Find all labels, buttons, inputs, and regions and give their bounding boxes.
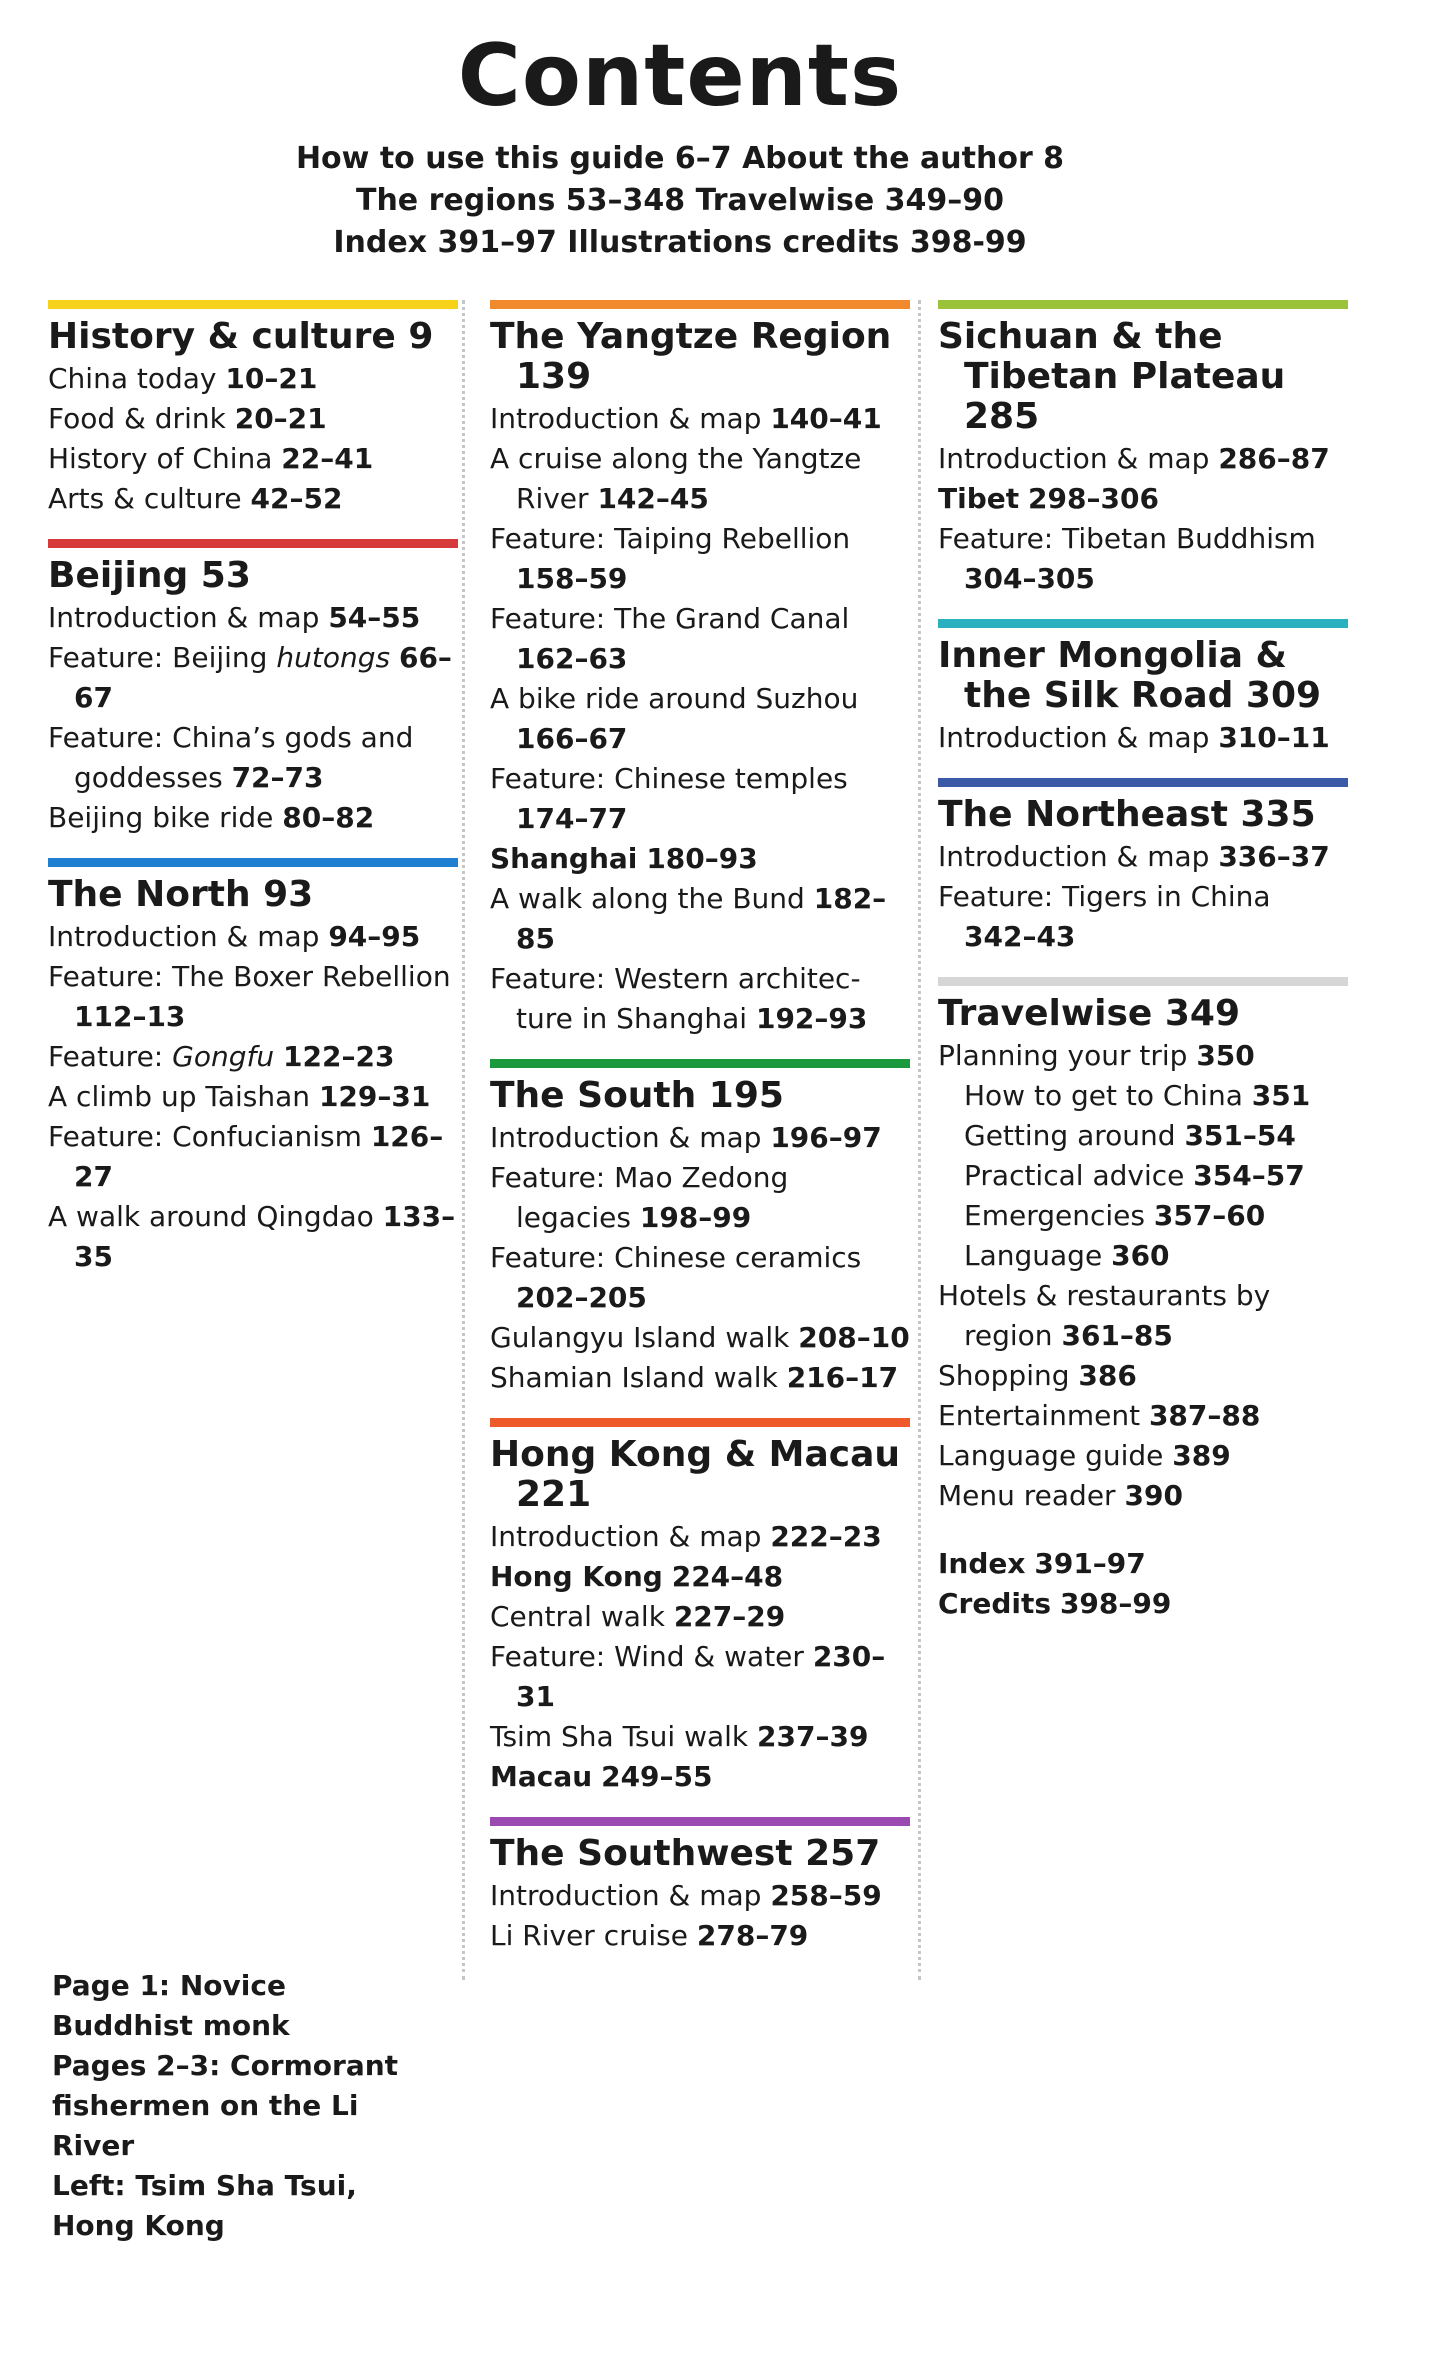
entry-pages: 227–29	[673, 1600, 786, 1633]
entry-pages: 336–37	[1218, 840, 1330, 873]
entry-label: Introduction & map	[490, 1879, 762, 1912]
entry-pages: 224–48	[671, 1560, 784, 1593]
entry-label: A climb up Taishan	[48, 1080, 311, 1113]
top-link: Travelwise 349–90	[695, 183, 1005, 218]
entry-pages: 198–99	[639, 1201, 752, 1234]
toc-entry	[490, 519, 910, 599]
toc-entry	[938, 837, 1348, 877]
section	[490, 1059, 910, 1398]
entry-pages: 216–17	[786, 1361, 899, 1394]
top-links-row	[0, 138, 1360, 180]
entry-label: Planning your trip	[938, 1039, 1188, 1072]
toc-entry	[48, 479, 458, 519]
toc-entry	[48, 1197, 458, 1277]
contents-column-3	[938, 300, 1348, 1644]
toc-entry	[938, 1476, 1348, 1516]
toc-entry	[938, 1116, 1348, 1156]
entry-label: Central walk	[490, 1600, 665, 1633]
entry-pages: 192–93	[755, 1002, 868, 1035]
toc-entry	[938, 1544, 1348, 1584]
photo-credits	[52, 1966, 432, 2246]
toc-entry	[938, 877, 1348, 957]
entry-pages: 342–43	[964, 920, 1076, 953]
entry-label: Credits	[938, 1587, 1052, 1620]
toc-entry	[490, 1597, 910, 1637]
toc-entry	[490, 1876, 910, 1916]
entry-pages: 387–88	[1148, 1399, 1261, 1432]
entry-label: History of China	[48, 442, 273, 475]
entry-label: Li River cruise	[490, 1919, 688, 1952]
entry-label: Hotels & restaurants by region	[938, 1279, 1271, 1352]
entry-label: Hong Kong	[490, 1560, 663, 1593]
entry-label: Introduction & map	[490, 402, 762, 435]
entry-pages: 10–21	[225, 362, 318, 395]
top-links	[0, 138, 1360, 264]
entry-label-italic: Gongfu	[172, 1040, 275, 1073]
toc-entry	[490, 839, 910, 879]
entry-label: Food & drink	[48, 402, 226, 435]
entry-pages: 354–57	[1193, 1159, 1305, 1192]
entry-pages: 80–82	[282, 801, 375, 834]
entry-label: Menu reader	[938, 1479, 1116, 1512]
entry-pages: 222–23	[770, 1520, 882, 1553]
section-title: The Northeast 335	[938, 794, 1316, 835]
section-color-bar	[938, 977, 1348, 986]
entry-pages: 42–52	[250, 482, 343, 515]
entry-label: Macau	[490, 1760, 593, 1793]
toc-entry	[490, 1358, 910, 1398]
section-color-bar	[48, 539, 458, 548]
entry-label: Feature: Western architec- ture in Shanghai	[490, 962, 861, 1035]
entry-label: Feature: The Boxer Rebellion	[48, 960, 451, 993]
entry-label: Shanghai	[490, 842, 638, 875]
entry-label: Arts & culture	[48, 482, 242, 515]
toc-entry	[490, 1118, 910, 1158]
entry-label: Practical advice	[964, 1159, 1185, 1192]
entry-pages: 391–97	[1034, 1547, 1146, 1580]
entry-label: Shopping	[938, 1359, 1070, 1392]
section-title: Beijing 53	[48, 555, 251, 596]
entry-label: Introduction & map	[48, 601, 320, 634]
entry-label: A walk along the Bund	[490, 882, 805, 915]
toc-entry	[48, 957, 458, 1037]
toc-entry	[490, 959, 910, 1039]
toc-entry	[490, 599, 910, 679]
section	[490, 1418, 910, 1797]
entry-pages: 350	[1196, 1039, 1255, 1072]
toc-entry	[490, 1557, 910, 1597]
entry-pages: 129–31	[318, 1080, 431, 1113]
section-title: Travelwise 349	[938, 993, 1240, 1034]
entry-label: Index	[938, 1547, 1026, 1580]
section-color-bar	[490, 1059, 910, 1068]
toc-entry	[48, 638, 458, 718]
section-title: The Yangtze Region 139	[490, 316, 892, 397]
toc-entry	[938, 718, 1348, 758]
entry-label: Language guide	[938, 1439, 1164, 1472]
entry-label: Gulangyu Island walk	[490, 1321, 790, 1354]
toc-entry	[490, 1517, 910, 1557]
section-title: Sichuan & the Tibetan Plateau 285	[938, 316, 1286, 437]
section-color-bar	[48, 858, 458, 867]
entry-label: Feature: Chinese temples	[490, 762, 848, 795]
section-color-bar	[938, 300, 1348, 309]
entry-label: Introduction & map	[938, 721, 1210, 754]
section	[938, 778, 1348, 957]
top-link: About the author 8	[742, 141, 1065, 176]
entry-pages: 54–55	[328, 601, 421, 634]
section-title: The North 93	[48, 874, 314, 915]
entry-pages: 389	[1172, 1439, 1231, 1472]
entry-pages: 126–27	[74, 1120, 444, 1193]
column-divider	[462, 300, 465, 1980]
entry-pages: 94–95	[328, 920, 421, 953]
entry-pages: 398–99	[1059, 1587, 1172, 1620]
section-title: History & culture 9	[48, 316, 434, 357]
spacer	[938, 1516, 1348, 1544]
entry-pages: 66–67	[74, 641, 452, 714]
section	[48, 858, 458, 1277]
entry-label: Tsim Sha Tsui walk	[490, 1720, 749, 1753]
toc-entry	[48, 598, 458, 638]
toc-entry	[490, 439, 910, 519]
toc-entry	[48, 1117, 458, 1197]
entry-pages: 237–39	[757, 1720, 869, 1753]
toc-entry	[938, 439, 1348, 479]
top-links-row	[0, 222, 1360, 264]
toc-entry	[490, 1637, 910, 1717]
contents-column-2	[490, 300, 910, 1976]
entry-pages: 20–21	[234, 402, 327, 435]
toc-entry	[48, 399, 458, 439]
toc-entry	[938, 519, 1348, 599]
entry-pages: 258–59	[770, 1879, 882, 1912]
toc-entry	[490, 1158, 910, 1238]
section-title: The South 195	[490, 1075, 784, 1116]
entry-label: Feature: The Grand Canal	[490, 602, 850, 635]
toc-entry	[490, 759, 910, 839]
contents-column-1	[48, 300, 458, 1297]
toc-entry	[48, 439, 458, 479]
toc-entry	[490, 399, 910, 439]
toc-entry	[48, 917, 458, 957]
entry-pages: 230–31	[516, 1640, 886, 1713]
entry-pages: 180–93	[646, 842, 758, 875]
photo-credit: Page 1: Novice Buddhist monk	[52, 1969, 290, 2042]
section	[938, 977, 1348, 1624]
toc-entry	[490, 879, 910, 959]
entry-pages: 351–54	[1184, 1119, 1296, 1152]
entry-pages: 142–45	[597, 482, 709, 515]
section-title: Inner Mongolia & the Silk Road 309	[938, 635, 1322, 716]
section-title: The Southwest 257	[490, 1833, 881, 1874]
toc-entry	[938, 1436, 1348, 1476]
entry-pages: 122–23	[283, 1040, 395, 1073]
entry-pages: 386	[1078, 1359, 1137, 1392]
toc-entry	[490, 1238, 910, 1318]
toc-entry	[938, 1396, 1348, 1436]
entry-label: Feature: Taiping Rebellion	[490, 522, 851, 555]
entry-pages: 390	[1124, 1479, 1183, 1512]
entry-pages: 202–205	[516, 1281, 647, 1314]
entry-label: Introduction & map	[938, 840, 1210, 873]
entry-label: Feature: Chinese ceramics	[490, 1241, 862, 1274]
entry-label-italic: hutongs	[276, 641, 391, 674]
entry-label: A bike ride around Suzhou	[490, 682, 859, 715]
entry-pages: 72–73	[231, 761, 324, 794]
section	[938, 619, 1348, 758]
entry-label: Feature: China’s gods and goddesses	[48, 721, 414, 794]
section-color-bar	[490, 1418, 910, 1427]
entry-pages: 304–305	[964, 562, 1095, 595]
entry-label: Language	[964, 1239, 1103, 1272]
top-link: How to use this guide 6–7	[295, 141, 732, 176]
toc-entry	[48, 1037, 458, 1077]
entry-label: Introduction & map	[938, 442, 1210, 475]
toc-entry	[490, 1318, 910, 1358]
section	[490, 300, 910, 1039]
entry-label: Tibet	[938, 482, 1020, 515]
entry-pages: 360	[1111, 1239, 1170, 1272]
toc-entry	[48, 718, 458, 798]
entry-label: A walk around Qingdao	[48, 1200, 374, 1233]
entry-pages: 112–13	[74, 1000, 186, 1033]
section-color-bar	[490, 1817, 910, 1826]
entry-pages: 158–59	[516, 562, 628, 595]
entry-pages: 174–77	[516, 802, 628, 835]
entry-label: A cruise along the Yangtze River	[490, 442, 862, 515]
toc-entry	[490, 1757, 910, 1797]
entry-pages: 22–41	[281, 442, 374, 475]
toc-entry	[938, 1156, 1348, 1196]
toc-entry	[938, 1356, 1348, 1396]
toc-entry	[938, 1076, 1348, 1116]
toc-entry	[48, 798, 458, 838]
entry-label: Feature: Beijing	[48, 641, 268, 674]
section-color-bar	[490, 300, 910, 309]
top-link: The regions 53–348	[355, 183, 686, 218]
entry-label: Introduction & map	[490, 1520, 762, 1553]
toc-entry	[48, 1077, 458, 1117]
entry-pages: 166–67	[516, 722, 628, 755]
entry-pages: 208–10	[798, 1321, 910, 1354]
section-title: Hong Kong & Macau 221	[490, 1434, 901, 1515]
toc-entry	[490, 679, 910, 759]
entry-label: Beijing bike ride	[48, 801, 274, 834]
page-title: Contents	[457, 26, 903, 126]
section	[48, 300, 458, 519]
toc-entry	[48, 359, 458, 399]
column-divider	[918, 300, 921, 1980]
photo-credit: Pages 2–3: Cormorant fishermen on the Li River	[52, 2049, 399, 2162]
entry-label: Feature:	[48, 1040, 164, 1073]
top-links-row	[0, 180, 1360, 222]
entry-label: Feature: Wind & water	[490, 1640, 804, 1673]
entry-label: Introduction & map	[490, 1121, 762, 1154]
section-color-bar	[938, 619, 1348, 628]
entry-pages: 361–85	[1061, 1319, 1173, 1352]
entry-pages: 140–41	[770, 402, 882, 435]
entry-pages: 196–97	[770, 1121, 882, 1154]
entry-pages: 310–11	[1218, 721, 1330, 754]
section	[48, 539, 458, 838]
entry-pages: 133–35	[74, 1200, 456, 1273]
toc-entry	[938, 1276, 1348, 1356]
toc-entry	[938, 1036, 1348, 1076]
top-link: Illustrations credits 398-99	[567, 225, 1027, 260]
entry-pages: 249–55	[601, 1760, 713, 1793]
entry-label: Getting around	[964, 1119, 1176, 1152]
toc-entry	[490, 1916, 910, 1956]
entry-label: Shamian Island walk	[490, 1361, 778, 1394]
section	[938, 300, 1348, 599]
entry-label: Entertainment	[938, 1399, 1141, 1432]
entry-pages: 162–63	[516, 642, 628, 675]
entry-label: How to get to China	[964, 1079, 1243, 1112]
entry-label: Feature: Tibetan Buddhism	[938, 522, 1316, 555]
toc-entry	[938, 1584, 1348, 1624]
toc-entry	[938, 479, 1348, 519]
entry-pages: 351	[1251, 1079, 1311, 1112]
entry-pages: 182–85	[516, 882, 887, 955]
section-color-bar	[938, 778, 1348, 787]
entry-label: Feature: Confucianism	[48, 1120, 362, 1153]
section-color-bar	[48, 300, 458, 309]
entry-label: China today	[48, 362, 217, 395]
toc-entry	[938, 1196, 1348, 1236]
entry-label: Introduction & map	[48, 920, 320, 953]
toc-entry	[938, 1236, 1348, 1276]
photo-credit: Left: Tsim Sha Tsui, Hong Kong	[52, 2169, 357, 2242]
entry-pages: 286–87	[1218, 442, 1330, 475]
entry-pages: 278–79	[696, 1919, 809, 1952]
entry-label: Feature: Tigers in China	[938, 880, 1271, 913]
section	[490, 1817, 910, 1956]
toc-entry	[490, 1717, 910, 1757]
entry-label: Feature: Mao Zedong legacies	[490, 1161, 789, 1234]
top-link: Index 391–97	[333, 225, 557, 260]
entry-label: Emergencies	[964, 1199, 1145, 1232]
entry-pages: 298–306	[1028, 482, 1159, 515]
entry-pages: 357–60	[1153, 1199, 1266, 1232]
